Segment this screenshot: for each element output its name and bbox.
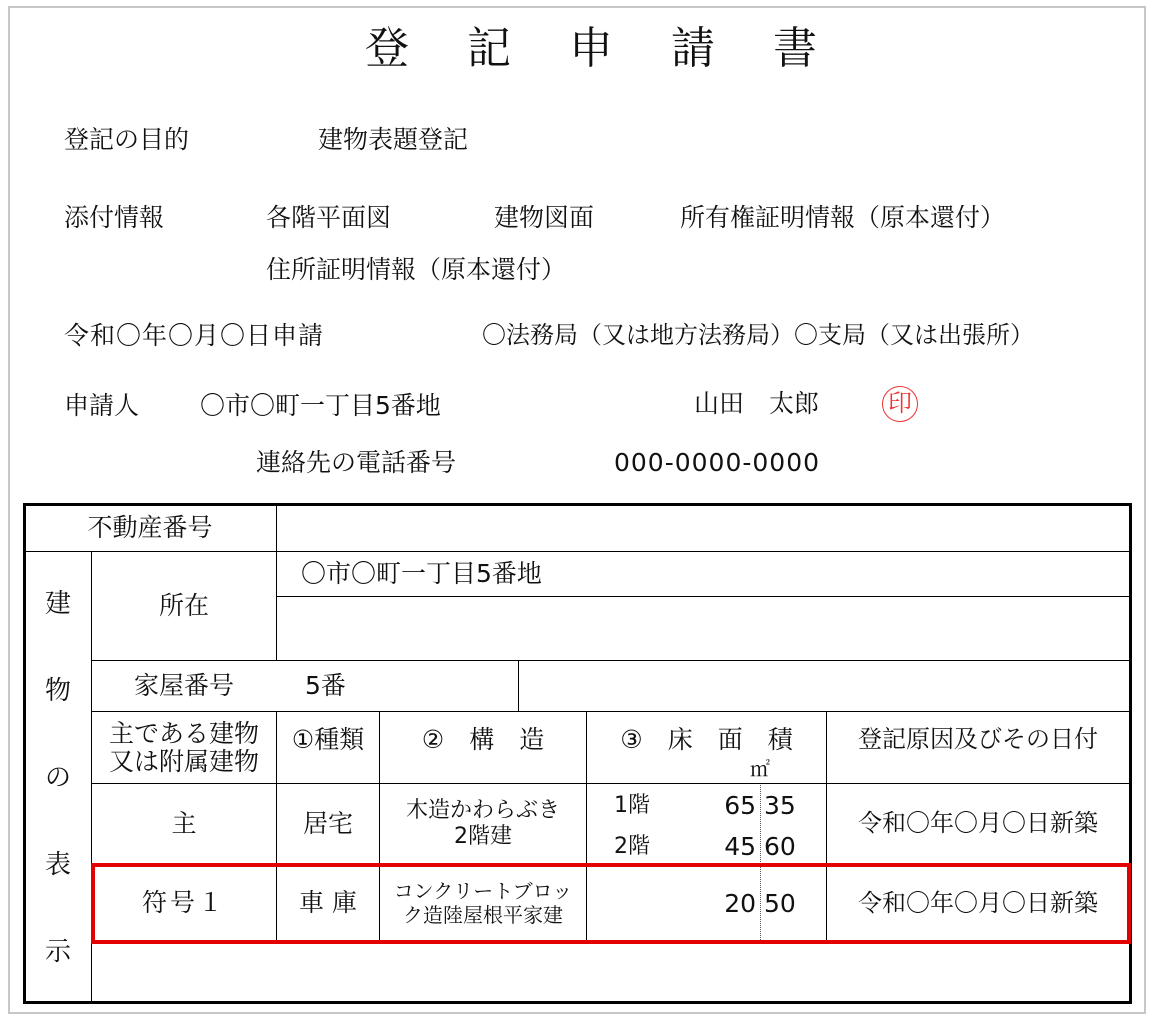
floor-label: 1階 [614, 793, 650, 819]
table-rule [276, 596, 1131, 597]
seal-stamp: 印 [882, 386, 918, 422]
floor-area-int: 65 [724, 790, 756, 820]
house-number-value: 5番 [305, 670, 346, 700]
header-area-unit: ㎡ [750, 756, 770, 781]
location-label: 所在 [158, 590, 209, 620]
header-main-or-annex: 主である建物 又は附属建物 [108, 719, 259, 776]
row-designation: 符号１ [141, 888, 226, 918]
application-date: 令和〇年〇月〇日申請 [64, 321, 325, 350]
floor-area-dec: 50 [764, 888, 796, 918]
attachment-item: 建物図面 [494, 203, 595, 232]
location-value: 〇市〇町一丁目5番地 [301, 558, 542, 588]
attachment-item: 各階平面図 [266, 203, 392, 232]
applicant-label: 申請人 [64, 391, 140, 420]
real-estate-number-label: 不動産番号 [87, 513, 213, 543]
floor-area-int: 20 [724, 888, 756, 918]
purpose-label: 登記の目的 [64, 125, 190, 154]
row-structure: コンクリートブロッ ク造陸屋根平家建 [393, 878, 573, 927]
floor-area-dec: 60 [764, 831, 796, 861]
document-title: 登 記 申 請 書 [365, 23, 839, 74]
row-cause: 令和〇年〇月〇日新築 [858, 809, 1098, 838]
attachment-item: 住所証明情報（原本還付） [266, 255, 567, 284]
house-number-label: 家屋番号 [133, 670, 234, 700]
row-designation: 主 [171, 808, 197, 838]
purpose-value: 建物表題登記 [318, 125, 469, 154]
application-office: 〇法務局（又は地方法務局）〇支局（又は出張所） [482, 321, 1034, 349]
table-rule [92, 942, 1131, 943]
floor-label: 2階 [614, 834, 650, 860]
decimal-separator [760, 785, 761, 942]
header-cause: 登記原因及びその日付 [858, 725, 1098, 754]
header-floor-area: ③ 床 面 積 [620, 724, 793, 754]
attachments-label: 添付情報 [64, 203, 165, 232]
phone-number: 000-0000-0000 [614, 448, 821, 477]
floor-area-dec: 35 [764, 790, 796, 820]
row-cause: 令和〇年〇月〇日新築 [858, 888, 1098, 917]
phone-label: 連絡先の電話番号 [256, 448, 457, 477]
header-structure: ② 構 造 [421, 724, 545, 754]
attachment-item: 所有権証明情報（原本還付） [680, 203, 1006, 232]
applicant-name: 山田 太郎 [694, 389, 820, 418]
header-kind: ①種類 [291, 724, 365, 754]
real-estate-number-value [277, 506, 1129, 551]
table-rule [518, 660, 519, 711]
building-display-label: 建 物 の 表 示 [44, 589, 71, 968]
applicant-address: 〇市〇町一丁目5番地 [200, 391, 441, 420]
row-kind: 居宅 [302, 808, 353, 838]
row-structure: 木造かわらぶき 2階建 [405, 798, 560, 849]
floor-area-int: 45 [724, 831, 756, 861]
row-kind: 車 庫 [299, 888, 357, 918]
